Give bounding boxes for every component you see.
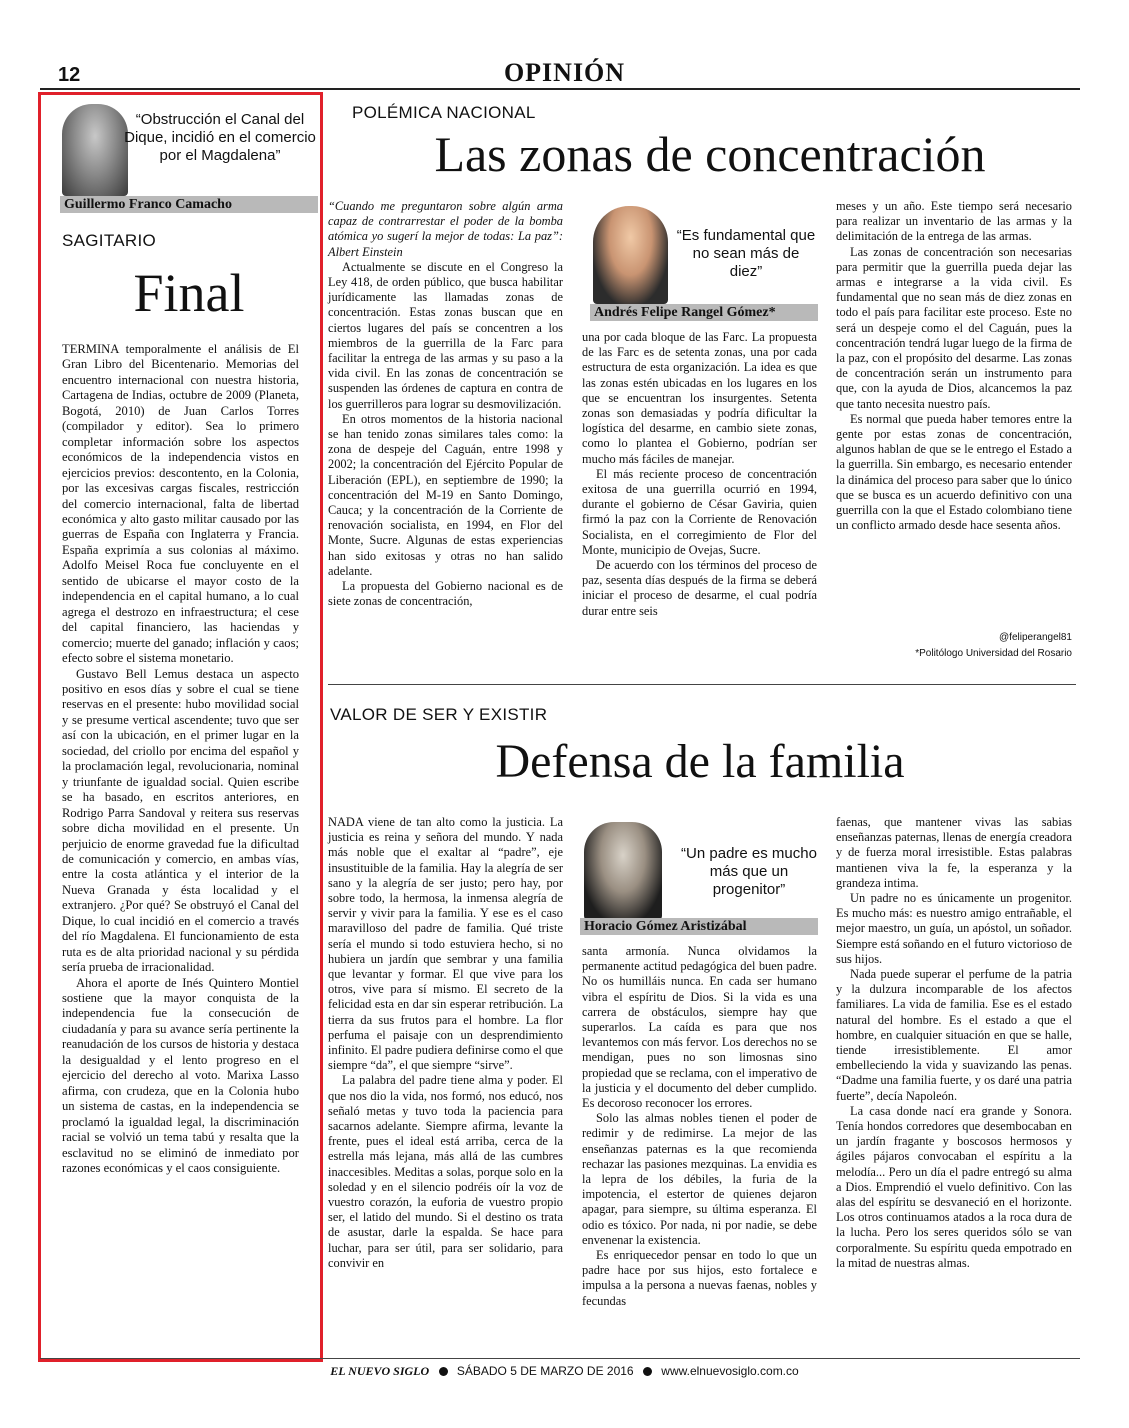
article1-paragraph: En otros momentos de la historia nacional se han tenido zonas similares tales como: la zona de despeje del Caguán, entre 1998 y 2002; la concentración del Ejército Popular de Liberación (EPL), en septiembre de 1990; la concentración del M-19 en Santo Domingo, Cauca; y la concentración de la Corriente de renovación socialista, en 1994, en Flor del Monte, Sucre. Algunas de estas experiencias han sido exitosas y otras no han salido adelante. (328, 411, 563, 578)
article1-column-2 (582, 330, 817, 619)
article1-author-photo (593, 206, 668, 304)
article2-paragraph: faenas, que mantener vivas las sabias enseñanzas paternas, llenas de energía creadora y de fuerza moral irresistible. Estas palabras mantienen viva la fe, la esperanza y la grandeza intima. (836, 815, 1072, 890)
article2-title: Defensa de la familia (495, 735, 905, 788)
article2-column-3 (836, 815, 1072, 1271)
article2-paragraph: Es enriquecedor pensar en todo lo que un padre hace por sus hijos, esto fortalece e impulsa a la persona a nuevas faenas, nobles y fecundas (582, 1248, 817, 1308)
sidebar-paragraph: Ahora el aporte de Inés Quintero Montiel sostiene que la mayor conquista de la independencia fue la consecución de ciudadanía y para su avance sería pertinente la reanudación de los cursos de historia y destaca la desigualdad y el lento progreso en el ejercicio del derecho al voto. Marixa Lasso afirma, con crudeza, que en la Colonia hubo un sistema de castas, en la independencia se proclamó la igualdad legal, la discriminación racial se volvió un tema tabú y resalta que la esclavitud no se eliminó de inmediato por razones económicas y el caos consiguiente. (62, 975, 299, 1176)
article1-handle: @feliperangel81 (999, 632, 1072, 643)
article2-paragraph: Nada puede superar el perfume de la patria y la dulzura incomparable de los afectos familiares. La vida de familia. Ese es el estado natural del hombre. Es el estado a que el hombre, en cualquier situación en que se halle, tiende irresistiblemente. El amor embelleciendo la vida y suavizando las penas. “Dadme una familia fuerte, y os daré una patria fuerte”, decía Napoleón. (836, 967, 1072, 1103)
article1-paragraph: una por cada bloque de las Farc. La propuesta de las Farc es de setenta zonas, una por cada estructura de esta organización. La idea es que las zonas estén ubicadas en los lugares en los que se encuentran los insurgentes. Setenta zonas son demasiadas y podría dificultar la logística del desarme, en cambio siete zonas, como lo plantea el Gobierno, podrían ser mucho más fáciles de manejar. (582, 330, 817, 466)
article1-title: Las zonas de concentración (434, 126, 986, 182)
page-number: 12 (58, 64, 81, 86)
bullet-icon (643, 1367, 652, 1376)
article2-kicker: VALOR DE SER Y EXISTIR (330, 705, 548, 724)
article1-kicker: POLÉMICA NACIONAL (352, 103, 536, 122)
top-rule (40, 88, 1080, 90)
sidebar-paragraph: Gustavo Bell Lemus destaca un aspecto positivo en esos días y sobre el cual se tiene reservas en el presente: hubo movilidad social y se presume vertical ascendente; tuvo que ser así con la ubicación, en el primer lugar en la sociedad, del criollo por encima del español y la proclamación legal, revolucionaria, nominal y triunfante de igualdad social. Quien escribe se ha basado, en escritos anteriores, en Rodrigo Parra Sandoval y reitera sus reservas sobre dicha movilidad en el presente. Un perjuicio de enorme gravedad fue la dificultad de comunicación y comercio, en ambas vías, entre la costa atlántica y el interior de la Nueva Granada y ésta localidad y el extranjero. ¿Por qué? Se obstruyó el Canal del Dique, lo cual incidió en el comercio a través del río Magdalena. El funcionamiento de esta ruta es de alta prioridad nacional y su pérdida sería prueba de irracionalidad. (62, 666, 299, 975)
article2-author-photo (584, 822, 662, 920)
footer-url[interactable]: www.elnuevosiglo.com.co (661, 1364, 799, 1378)
footer-brand: EL NUEVO SIGLO (330, 1364, 430, 1378)
article1-paragraph: meses y un año. Este tiempo será necesario para realizar un inventario de las armas y la delimitación de la entrega de las armas. (836, 199, 1072, 244)
article1-quote: “Es fundamental que no sean más de diez” (676, 227, 816, 280)
footer-rule (40, 1358, 1080, 1359)
article1-footnote: *Politólogo Universidad del Rosario (915, 648, 1072, 659)
article2-column-1 (328, 815, 563, 1271)
article1-paragraph: El más reciente proceso de concentración exitosa de una guerrilla ocurrió en 1994, durante el gobierno de César Gaviria, quien firmó la paz con la Corriente de Renovación Socialista, en el corregimiento de Flor del Monte, municipio de Ovejas, Sucre. (582, 466, 817, 557)
sidebar-title: Final (133, 263, 245, 323)
article2-paragraph: Solo las almas nobles tienen el poder de redimir y de redimirse. La mejor de las enseñanzas paternas es la que recomienda rechazar las pasiones mezquinas. La envidia es la lepra de los débiles, la furia de la impotencia, el estertor de quienes dejaron apagar, para siempre, su última esperanza. El odio es tóxico. Por nada, ni por nadie, se debe envenenar la existencia. (582, 1111, 817, 1247)
article2-author: Horacio Gómez Aristizábal (580, 918, 818, 935)
author-photo (62, 104, 128, 196)
article2-column-2 (582, 944, 817, 1309)
article1-author: Andrés Felipe Rangel Gómez* (590, 304, 818, 321)
article2-quote: “Un padre es mucho más que un progenitor” (681, 845, 817, 898)
article1-paragraph: La propuesta del Gobierno nacional es de siete zonas de concentración, (328, 579, 563, 609)
sidebar-quote: “Obstrucción el Canal del Dique, incidió en el comercio por el Magdalena” (124, 111, 316, 164)
article2-paragraph: santa armonía. Nunca olvidamos la permanente actitud pedagógica del buen padre. No os humilláis nunca. En cada ser humano vibra el espíritu de Dios. Si la vida es una carrera de obstáculos, siempre hay que superarlos. La caída es para que nos levantemos con más fervor. Los derechos no se mendigan, pues no son limosnas sino propiedad que se reclama, con el imperativo de la justicia y el documento del deber cumplido. Es decoroso reconocer los errores. (582, 944, 817, 1111)
article1-paragraph: De acuerdo con los términos del proceso de paz, sesenta días después de la firma se deberá iniciar el proceso de desarme, el cual podría durar entre seis (582, 558, 817, 618)
article1-epigraph: “Cuando me preguntaron sobre algún arma capaz de contrarrestar el poder de la bomba atómica yo sugerí la mejor de todas: La paz”: Albert Einstein (328, 199, 563, 259)
sidebar-body (62, 342, 299, 1176)
section-title: OPINIÓN (503, 58, 626, 87)
footer (0, 1364, 1129, 1379)
article1-paragraph: Actualmente se discute en el Congreso la Ley 418, de orden público, que busca habilitar jurídicamente las llamadas zonas de concentración. Estas zonas buscan que en ciertos lugares del país se concentren a los miembros de la guerrilla de la Farc para facilitar la entrega de las armas y su paso a la vida civil. En las zonas de concentración se suspenden las órdenes de captura en contra de los guerrilleros para lograr su desmovilización. (328, 259, 563, 411)
bullet-icon (439, 1367, 448, 1376)
article1-paragraph: Las zonas de concentración son necesarias para permitir que la guerrilla pueda dejar las armas e integrarse a la vida civil. Es fundamental que no sean más de diez zonas en todo el país para facilitar este proceso. Este no será un despeje como el del Caguán, pues la concentración tendrá lugar luego de la firma de la paz, con el propósito del desarme. Las zonas de concentración serán un instrumento para que, con la ayuda de Dios, alcancemos la paz que tanto necesita nuestro país. (836, 244, 1072, 411)
sidebar-kicker: SAGITARIO (62, 231, 157, 250)
article1-column-1 (328, 199, 563, 609)
article2-paragraph: Un padre no es únicamente un progenitor. Es mucho más: es nuestro amigo entrañable, el mejor maestro, un guía, un apóstol, un soñador. Siempre está soñando en el futuro victorioso de sus hijos. (836, 891, 1072, 966)
sidebar-paragraph: TERMINA temporalmente el análisis de El Gran Libro del Bicentenario. Memorias del encuentro internacional con nuestra historia, Cartagena de Indias, octubre de 2009 (Planeta, Bogotá, 2010) de Juan Carlos Torres (compilador y editor). Sea lo primero completar información sobre los aspectos económicos de la independencia vistos en ejercicios previos: descontento, en la Colonia, por las excesivas cargas fiscales, restricción del comercio internacional, falta de libertad económica y alto gasto militar causado por las guerras de España con Inglaterra y Francia. España exprimía a sus colonias al máximo. Adolfo Meisel Roca fue concluyente en el sentido de ubicarse el mayor costo de la independencia en el capital humano, a lo cual agrega el destrozo en infraestructura; el cese del capital financiero, las haciendas y comercio; muerte del ganado; inflación y caos; efecto sobre el sistema monetario. (62, 342, 299, 666)
article-divider (328, 684, 1076, 685)
footer-date: SÁBADO 5 DE MARZO DE 2016 (456, 1364, 634, 1378)
article2-paragraph: La palabra del padre tiene alma y poder. El que nos dio la vida, nos formó, nos educó, nos señaló metas y tuvo toda la paciencia para sacarnos adelante. Siempre afirma, levante la frente, pues el ideal está arriba, cerca de la estrella más lejana, más allá de las cumbres inaccesibles. Meditas a solas, porque solo en la soledad y en el silencio podréis oír la voz de vuestro corazón, la euforia de vuestro propio ser, el latido del mundo. Si el destino os trata de asustar, darle la espalda. Se hace para luchar, para ser útil, para ser solidario, para convivir en (328, 1073, 563, 1270)
article1-column-3 (836, 199, 1072, 533)
article2-paragraph: NADA viene de tan alto como la justicia. La justicia es reina y señora del mundo. Y nada más noble que el exaltar al “padre”, eje insustituible de la familia. Hay la alegría de ser sano y la alegría de ser justo; pero hay, por sobre todo, la hermosa, la inmensa alegría de servir y vivir para la familia. Y ese es el caso maravilloso del padre de familia. Qué triste sería el mundo si todo estuviera hecho, si no hubiera un jardín que sembrar y una familia que levantar y formar. El que vive para los otros, vive para sí mismo. El secreto de la felicidad esta en dar sin esperar retribución. La tierra da sus frutos para el hombre. La flor perfuma el paisaje con un desprendimiento infinito. El padre pudiera definirse como el que siempre “da”, el que siempre “sirve”. (328, 815, 563, 1073)
article2-paragraph: La casa donde nací era grande y Sonora. Tenía hondos corredores que desembocaban en un jardín fragante y boscosos hermosos y ágiles pájaros convocaban el espíritu a la melodía... Pero un día el padre entregó su alma a Dios. Emprendió el vuelo definitivo. Con las alas del espíritu se desvaneció en el horizonte. Los otros continuamos atados a la roca dura de la lucha. Pero los seres queridos sólo se van corporalmente. Su espíritu queda empotrado en la mitad de nuestras almas. (836, 1103, 1072, 1270)
article1-paragraph: Es normal que pueda haber temores entre la gente por estas zonas de concentración, algunos hablan de que se le entrego el Estado a la guerrilla. Sin embargo, es necesario entender la dinámica del proceso para saber que lo único que se busca es un acuerdo definitivo con una guerrilla con la que el Estado colombiano tiene un conflicto armado desde hace sesenta años. (836, 411, 1072, 533)
sidebar-author: Guillermo Franco Camacho (60, 196, 318, 213)
